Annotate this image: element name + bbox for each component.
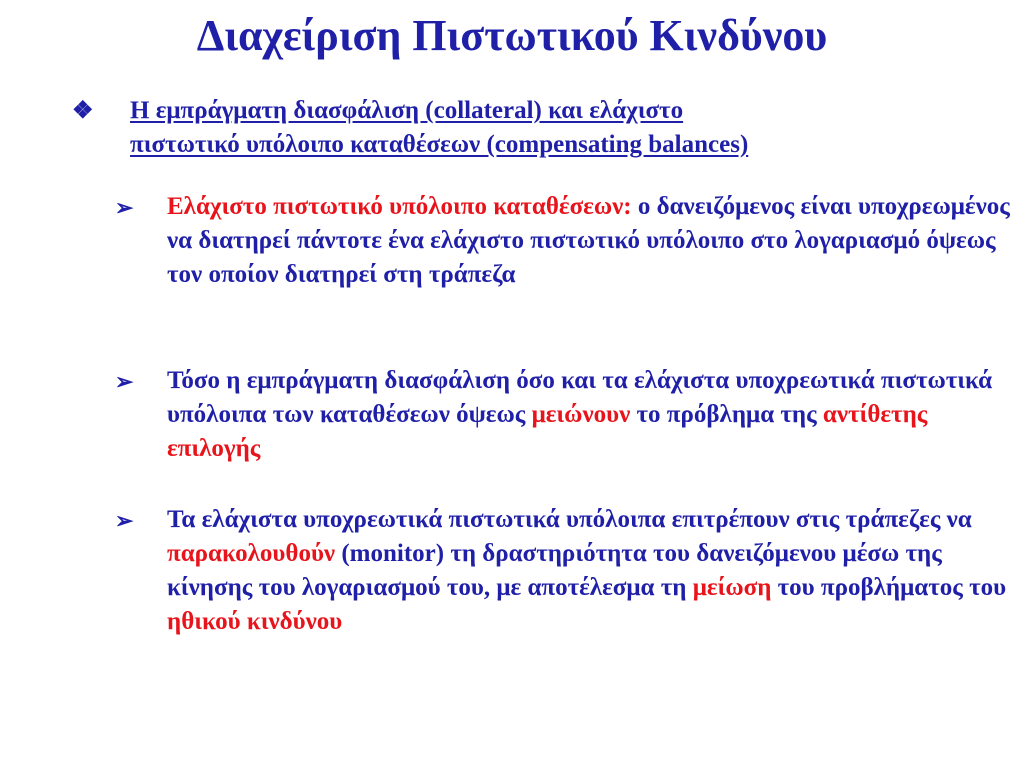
- sub-point-3: [115, 503, 1017, 639]
- text-segment: Τόσο η εμπράγματη διασφάλιση όσο και τα ελάχιστα υποχρεωτικά πιστωτικά υπόλοιπα των καταθέσεων όψεως: [167, 367, 993, 428]
- text-segment: το πρόβλημα της: [630, 401, 823, 428]
- text-segment: Τα ελάχιστα υποχρεωτικά πιστωτικά υπόλοιπα επιτρέπουν στις τράπεζες να: [167, 506, 972, 533]
- text-segment: Ελάχιστο πιστωτικό υπόλοιπο καταθέσεων:: [167, 193, 632, 220]
- sub-point-text: [167, 190, 1017, 292]
- text-segment: παρακολουθούν: [167, 540, 336, 567]
- sub-point-2: [115, 364, 1017, 466]
- text-segment: μείωση: [692, 574, 772, 601]
- arrow-bullet-icon: ➢: [115, 508, 134, 533]
- text-segment: του προβλήματος του: [771, 574, 1007, 601]
- main-bullet: [72, 94, 1012, 162]
- text-segment: μειώνουν: [531, 401, 631, 428]
- main-bullet-line-2: πιστωτικό υπόλοιπο καταθέσεων (compensating balances): [130, 131, 749, 158]
- slide-title: Διαχείριση Πιστωτικού Κινδύνου: [196, 11, 828, 60]
- main-bullet-text: [130, 94, 748, 162]
- text-segment: (monitor) τη δραστηριότητα του δανειζόμενου μέσω της κίνησης του λογαριασμού του, με αποτέλεσμα τη: [167, 540, 942, 601]
- text-segment: αντίθετης επιλογής: [167, 401, 928, 462]
- diamond-bullet-icon: ❖: [72, 98, 94, 124]
- arrow-bullet-icon: ➢: [115, 369, 134, 394]
- sub-point-1: [115, 190, 1017, 292]
- main-bullet-line-1: Η εμπράγματη διασφάλιση (collateral) και ελάχιστο: [130, 97, 684, 124]
- arrow-bullet-icon: ➢: [115, 195, 134, 220]
- text-segment: ηθικού κινδύνου: [167, 608, 343, 635]
- text-segment: ο δανειζόμενος είναι υποχρεωμένος να διατηρεί πάντοτε ένα ελάχιστο πιστωτικό υπόλοιπο στο λογαριασμό όψεως τον οποίον διατηρεί στη τράπεζα: [167, 193, 1010, 288]
- sub-point-text: [167, 364, 1017, 466]
- sub-point-text: [167, 503, 1017, 639]
